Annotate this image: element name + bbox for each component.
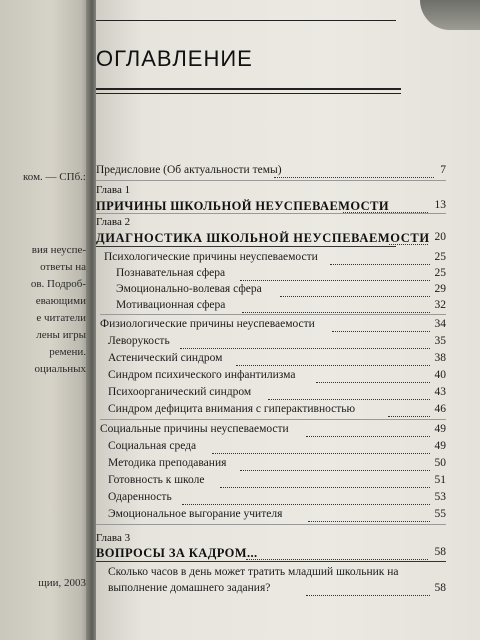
- leader-dots: [236, 352, 430, 366]
- toc-chapter-title: ПРИЧИНЫ ШКОЛЬНОЙ НЕУСПЕВАЕМОСТИ: [96, 199, 389, 213]
- chapter-label: Глава 2: [96, 216, 131, 228]
- toc-entry-page: 25: [434, 267, 446, 279]
- toc-entry-page: 29: [434, 283, 446, 295]
- toc-entry-page: 13: [434, 199, 446, 211]
- leader-dots: [332, 318, 430, 332]
- leader-dots: [316, 369, 430, 383]
- toc-subsection[interactable]: [108, 440, 446, 458]
- separator: [100, 314, 446, 315]
- leader-dots: [306, 423, 430, 437]
- toc-entry-page: 7: [440, 164, 446, 176]
- leader-dots: [268, 386, 430, 400]
- toc-entry-text: Эмоционально-волевая сфера: [116, 283, 262, 295]
- leader-dots: [308, 508, 430, 522]
- leader-dots: [306, 582, 430, 596]
- leader-dots: [330, 251, 430, 265]
- left-page-line: ответы на: [40, 261, 86, 273]
- toc-entry-text: Одаренность: [108, 491, 172, 503]
- leader-dots: [220, 474, 430, 488]
- toc-entry-page: 20: [434, 231, 446, 243]
- separator: [96, 524, 446, 525]
- toc-entry-page: 40: [434, 369, 446, 381]
- separator: [96, 246, 396, 247]
- toc-subsection[interactable]: [108, 491, 446, 509]
- leader-dots: [343, 199, 428, 213]
- page-title: ОГЛАВЛЕНИЕ: [96, 46, 253, 71]
- left-page-line: вия неуспе-: [31, 244, 86, 256]
- toc-entry-page: 55: [434, 508, 446, 520]
- toc-entry-page: 58: [434, 582, 446, 594]
- toc-entry-text: Психоорганический синдром: [108, 386, 252, 398]
- toc-entry-text: Леворукость: [108, 335, 170, 347]
- toc-section-social[interactable]: [100, 423, 446, 441]
- toc-entry-text: Психологические причины неуспеваемости: [104, 251, 318, 263]
- toc-entry-page: 46: [434, 403, 446, 415]
- toc-entry-page: 51: [434, 474, 446, 486]
- chapter-label: Глава 3: [96, 532, 131, 544]
- toc-entry-page: 49: [434, 440, 446, 452]
- separator: [96, 561, 446, 562]
- toc-entry-page: 50: [434, 457, 446, 469]
- toc-subsection[interactable]: [108, 386, 446, 404]
- toc-entry-text: Физиологические причины неуспеваемости: [100, 318, 315, 330]
- leader-dots: [280, 283, 430, 297]
- separator: [96, 180, 446, 181]
- leader-dots: [388, 403, 430, 417]
- leader-dots: [182, 491, 430, 505]
- separator: [96, 213, 446, 214]
- leader-dots: [246, 546, 428, 560]
- toc-entry-text: Сколько часов в день может тратить младший школьник на: [108, 566, 399, 578]
- left-page-line: ком. — СПб.:: [23, 171, 86, 183]
- toc-section-phys[interactable]: [100, 318, 446, 336]
- previous-page: [0, 0, 92, 640]
- leader-dots: [240, 267, 430, 281]
- toc-entry-text: Социальные причины неуспеваемости: [100, 423, 289, 435]
- left-page-line: оциальных: [34, 363, 86, 375]
- leader-dots: [242, 299, 430, 313]
- toc-entry-text: Познавательная сфера: [116, 267, 226, 279]
- background-object: [420, 0, 480, 30]
- toc-entry-text: Готовность к школе: [108, 474, 205, 486]
- toc-subsection[interactable]: [108, 335, 446, 353]
- toc-chapter-1[interactable]: [96, 199, 446, 217]
- separator: [100, 419, 446, 420]
- chapter-label: Глава 1: [96, 184, 131, 196]
- toc-entry-page: 38: [434, 352, 446, 364]
- left-page-line: ремени.: [49, 346, 86, 358]
- leader-dots: [389, 231, 428, 245]
- toc-subsection[interactable]: [108, 474, 446, 492]
- toc-entry-text: Социальная среда: [108, 440, 197, 452]
- leader-dots: [274, 164, 434, 178]
- toc-entry-text: Мотивационная сфера: [116, 299, 226, 311]
- toc-entry-page: 35: [434, 335, 446, 347]
- toc-subsection[interactable]: [108, 352, 446, 370]
- toc-entry-page: 53: [434, 491, 446, 503]
- left-page-line: е читатели: [36, 312, 86, 324]
- toc-entry-text: Предисловие (Об актуальности темы): [96, 164, 282, 176]
- toc-entry-page: 25: [434, 251, 446, 263]
- left-page-line: ов. Подроб-: [30, 278, 86, 290]
- toc-subsection[interactable]: [108, 369, 446, 387]
- toc-entry-text: Астенический синдром: [108, 352, 223, 364]
- toc-question-line-2[interactable]: [108, 582, 446, 600]
- contents-page: [96, 0, 480, 640]
- toc-entry-page: 34: [434, 318, 446, 330]
- toc-chapter-title: ВОПРОСЫ ЗА КАДРОМ...: [96, 546, 258, 560]
- leader-dots: [180, 335, 430, 349]
- leader-dots: [212, 440, 430, 454]
- title-rule-thin: [96, 93, 401, 94]
- leader-dots: [240, 457, 430, 471]
- toc-entry-page: 58: [434, 546, 446, 558]
- toc-chapter-title: ДИАГНОСТИКА ШКОЛЬНОЙ НЕУСПЕВАЕМОСТИ: [96, 231, 430, 245]
- toc-entry-page: 43: [434, 386, 446, 398]
- toc-subsection[interactable]: [108, 457, 446, 475]
- left-page-line: евающими: [35, 295, 86, 307]
- title-rule: [96, 88, 401, 90]
- toc-entry-text: выполнение домашнего задания?: [108, 582, 271, 594]
- left-page-line: лены игры: [36, 329, 86, 341]
- left-page-line: щии, 2003: [38, 577, 86, 589]
- toc-entry-page: 32: [434, 299, 446, 311]
- toc-entry-text: Синдром психического инфантилизма: [108, 369, 296, 381]
- top-rule: [96, 20, 396, 21]
- toc-entry-page: 49: [434, 423, 446, 435]
- toc-entry-text: Синдром дефицита внимания с гиперактивностью: [108, 403, 356, 415]
- toc-entry-text: Эмоциональное выгорание учителя: [108, 508, 283, 520]
- toc-entry-text: Методика преподавания: [108, 457, 227, 469]
